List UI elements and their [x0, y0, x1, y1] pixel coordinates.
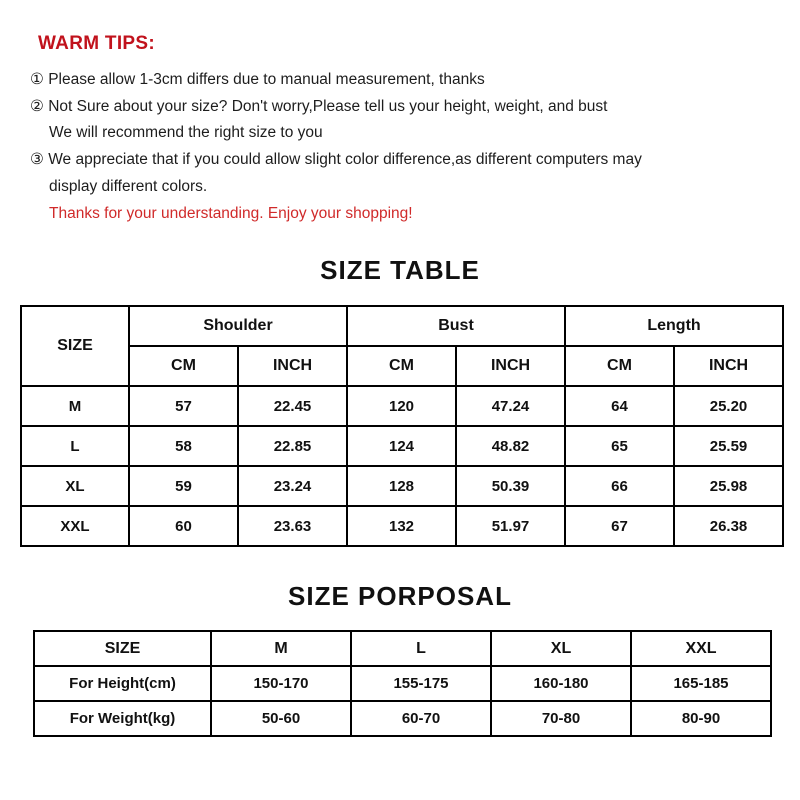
- cell-shoulder-inch: 23.24: [238, 466, 347, 506]
- proposal-header-row: [34, 631, 771, 666]
- size-table: [20, 305, 784, 547]
- cell-bust-cm: 132: [347, 506, 456, 546]
- table-row-size-xxl: [21, 506, 783, 546]
- size-table-corner-header: SIZE: [21, 306, 129, 386]
- cell-bust-cm: 124: [347, 426, 456, 466]
- proposal-header-m: M: [211, 631, 351, 666]
- table-row-weight: [34, 701, 771, 736]
- cell-bust-inch: 50.39: [456, 466, 565, 506]
- tip-3-line-2: display different colors.: [49, 177, 208, 195]
- tip-2-line-2: We will recommend the right size to you: [49, 124, 323, 142]
- size-table-title: SIZE TABLE: [320, 255, 480, 286]
- cell-shoulder-cm: 60: [129, 506, 238, 546]
- cell-height-m: 150-170: [211, 666, 351, 701]
- unit-header-bust-cm: CM: [347, 346, 456, 386]
- tip-2-line-1: ② Not Sure about your size? Don't worry,Please tell us your height, weight, and bust: [30, 97, 608, 115]
- size-proposal-table: [33, 630, 772, 737]
- proposal-header-xl: XL: [491, 631, 631, 666]
- cell-bust-inch: 47.24: [456, 386, 565, 426]
- table-row-size-xl: [21, 466, 783, 506]
- proposal-header-size: SIZE: [34, 631, 211, 666]
- cell-height-xxl: 165-185: [631, 666, 771, 701]
- cell-weight-xl: 70-80: [491, 701, 631, 736]
- cell-weight-xxl: 80-90: [631, 701, 771, 736]
- thanks-line: Thanks for your understanding. Enjoy your shopping!: [49, 204, 413, 222]
- cell-length-cm: 65: [565, 426, 674, 466]
- size-label: L: [21, 426, 129, 466]
- cell-shoulder-inch: 22.45: [238, 386, 347, 426]
- cell-bust-cm: 120: [347, 386, 456, 426]
- cell-shoulder-inch: 22.85: [238, 426, 347, 466]
- proposal-header-l: L: [351, 631, 491, 666]
- unit-header-length-cm: CM: [565, 346, 674, 386]
- size-table-header-bust: Bust: [347, 306, 565, 346]
- size-table-group-header-row: [21, 306, 783, 346]
- cell-length-inch: 25.98: [674, 466, 783, 506]
- cell-length-cm: 64: [565, 386, 674, 426]
- cell-height-l: 155-175: [351, 666, 491, 701]
- cell-bust-cm: 128: [347, 466, 456, 506]
- row-label-height: For Height(cm): [34, 666, 211, 701]
- cell-shoulder-cm: 57: [129, 386, 238, 426]
- size-table-header-shoulder: Shoulder: [129, 306, 347, 346]
- cell-shoulder-cm: 59: [129, 466, 238, 506]
- cell-length-cm: 67: [565, 506, 674, 546]
- unit-header-bust-inch: INCH: [456, 346, 565, 386]
- size-label: XL: [21, 466, 129, 506]
- size-label: XXL: [21, 506, 129, 546]
- cell-length-inch: 25.59: [674, 426, 783, 466]
- unit-header-length-inch: INCH: [674, 346, 783, 386]
- unit-header-shoulder-cm: CM: [129, 346, 238, 386]
- cell-shoulder-inch: 23.63: [238, 506, 347, 546]
- cell-length-inch: 25.20: [674, 386, 783, 426]
- table-row-size-m: [21, 386, 783, 426]
- table-row-height: [34, 666, 771, 701]
- table-row-size-l: [21, 426, 783, 466]
- tip-1: ① Please allow 1-3cm differs due to manual measurement, thanks: [30, 71, 485, 88]
- tip-3-line-1: ③ We appreciate that if you could allow slight color difference,as different computers may: [30, 151, 642, 169]
- cell-bust-inch: 48.82: [456, 426, 565, 466]
- warm-tips-title: WARM TIPS:: [38, 33, 155, 54]
- warm-tips-section: [30, 0, 800, 227]
- cell-weight-m: 50-60: [211, 701, 351, 736]
- cell-bust-inch: 51.97: [456, 506, 565, 546]
- cell-height-xl: 160-180: [491, 666, 631, 701]
- size-table-header-length: Length: [565, 306, 783, 346]
- proposal-header-xxl: XXL: [631, 631, 771, 666]
- cell-shoulder-cm: 58: [129, 426, 238, 466]
- cell-length-cm: 66: [565, 466, 674, 506]
- row-label-weight: For Weight(kg): [34, 701, 211, 736]
- size-label: M: [21, 386, 129, 426]
- cell-length-inch: 26.38: [674, 506, 783, 546]
- size-table-unit-header-row: [21, 346, 783, 386]
- size-proposal-title: SIZE PORPOSAL: [288, 581, 512, 612]
- cell-weight-l: 60-70: [351, 701, 491, 736]
- unit-header-shoulder-inch: INCH: [238, 346, 347, 386]
